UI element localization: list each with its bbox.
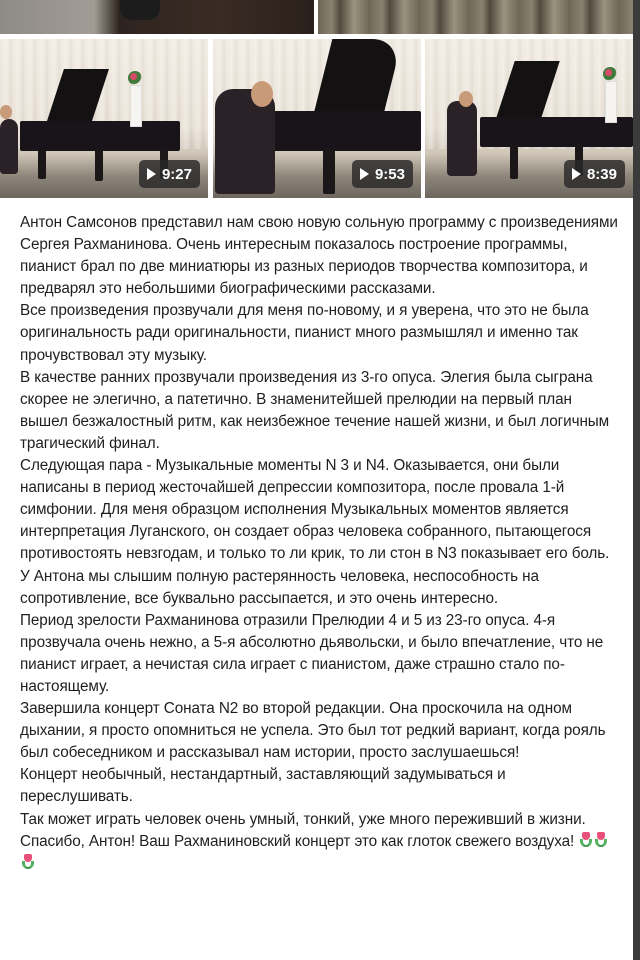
photo-thumbnail-1[interactable]: [0, 0, 314, 34]
piano-body: [20, 121, 180, 151]
play-icon: [360, 168, 369, 180]
post-paragraph: Следующая пара - Музыкальные моменты N 3 и N4. Оказывается, они были написаны в период жесточайшей депрессии композитора, после провала 1-й симфонии. Для меня образцом исполнения Музыкальных моментов является интерпретация Луганского, он создает образ человека собранного, пытающегося противостоять невзгодам, и только то ли крик, то ли стон в N3 показывает его боль. У Антона мы слышим полную растерянность человека, неспособность на сопротивление, все буквально рассыпается, и это очень интересно.: [20, 457, 610, 607]
post-paragraph: Антон Самсонов представил нам свою новую сольную программу с произведениями Сергея Рахманинова. Очень интересным показалось построение программы, пианист брал по две миниатюры из разных периодов творчества композитора, и предварял это небольшими биографическими рассказами.: [20, 214, 618, 298]
side-panel-edge: [633, 0, 640, 960]
play-icon: [147, 168, 156, 180]
video-duration-badge: [139, 160, 200, 188]
pianist-head: [459, 91, 473, 107]
pianist-figure: [447, 101, 477, 176]
post-paragraph: Период зрелости Рахманинова отразили Прелюдии 4 и 5 из 23-го опуса. 4-я прозвучала очень нежно, а 5-я абсолютно дьявольски, и было впечатление, что не пианист играет, а нечистая сила играет с пианистом, даже страшно стало по-настоящему.: [20, 611, 604, 695]
video-duration: 9:27: [161, 165, 192, 183]
flowers: [603, 67, 617, 81]
flowers: [128, 71, 142, 85]
post-paragraph: Концерт необычный, нестандартный, заставляющий задумываться и переслушивать.: [20, 766, 506, 806]
post-paragraph-final: [20, 831, 620, 875]
video-duration: 9:53: [374, 165, 405, 183]
photo-thumbnail-2[interactable]: [318, 0, 633, 34]
post-paragraph: Так может играть человек очень умный, тонкий, уже много переживший в жизни.: [20, 810, 586, 828]
pedestal: [130, 85, 142, 127]
shoe-image-detail: [120, 0, 160, 20]
post-text: [20, 212, 620, 875]
pedestal: [605, 81, 617, 123]
piano-leg: [38, 149, 46, 179]
piano-leg: [95, 149, 103, 181]
tulip-emoji-icon: [594, 832, 608, 848]
post-paragraph: Завершила концерт Соната N2 во второй редакции. Она проскочила на одном дыхании, я просто опомниться не успела. Это был тот редкий вариант, когда рояль был собеседником и рассказывал нам истории, просто заслушаешься!: [20, 700, 606, 762]
video-duration-badge: [564, 160, 625, 188]
video-duration: 8:39: [586, 165, 617, 183]
piano-leg: [323, 149, 335, 194]
post-paragraph: Все произведения прозвучали для меня по-новому, и я уверена, что это не была оригинальность ради оригинальности, пианист много размышлял и именно так прочувствовал эту музыку.: [20, 302, 589, 364]
piano-body: [263, 111, 421, 151]
post-paragraph: В качестве ранних прозвучали произведения из 3-го опуса. Элегия была сыграна скорее не элегично, а патетично. В знаменитейшей прелюдии на первый план вышел безжалостный ритм, как неизбежное течение нашей жизни, и был логичным трагический финал.: [20, 368, 610, 452]
video-thumbnail-3[interactable]: [425, 39, 633, 198]
piano-leg: [510, 144, 518, 179]
pianist-head: [251, 81, 273, 107]
video-thumbnail-2[interactable]: [213, 39, 421, 198]
video-duration-badge: [352, 160, 413, 188]
play-icon: [572, 168, 581, 180]
tulip-emoji-icon: [21, 854, 35, 870]
post-paragraph-text: Спасибо, Антон! Ваш Рахманиновский концерт это как глоток свежего воздуха!: [20, 832, 575, 850]
pianist-figure: [0, 119, 18, 174]
tulip-emoji-icon: [579, 832, 593, 848]
video-thumbnail-1[interactable]: [0, 39, 208, 198]
pianist-head: [0, 105, 12, 119]
